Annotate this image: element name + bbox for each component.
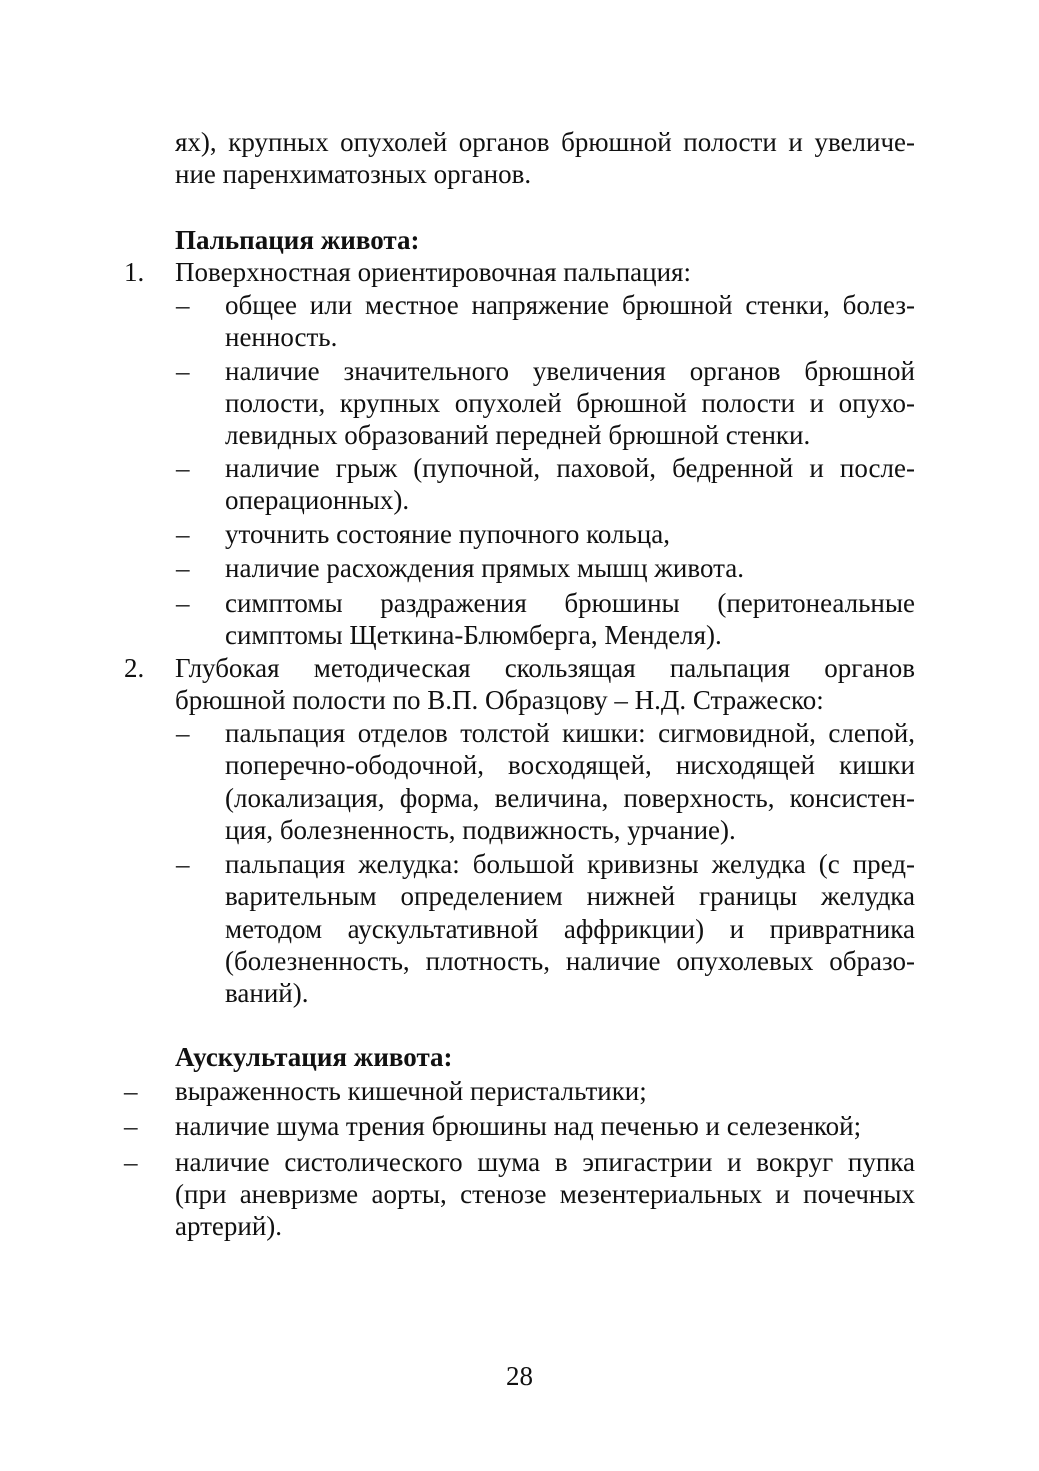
sub-item-line: наличие грыж (пупочной, паховой, бедренной и после- — [225, 453, 915, 483]
auscultation-item-line: наличие шума трения брюшины над печенью и селезенкой; — [175, 1111, 862, 1141]
sub-item-line: варительным определением нижней границы желудка — [225, 881, 915, 911]
dash-marker: – — [176, 718, 190, 748]
auscultation-item-line: выраженность кишечной перистальтики; — [175, 1076, 647, 1106]
sub-item-line: пальпация отделов толстой кишки: сигмовидной, слепой, — [225, 718, 915, 748]
sub-item-line: пальпация желудка: большой кривизны желудка (с пред- — [225, 849, 915, 879]
sub-item-line: (локализация, форма, величина, поверхность, консистен- — [225, 783, 915, 813]
list-item-1-title: Поверхностная ориентировочная пальпация: — [175, 257, 691, 287]
sub-item-line: уточнить состояние пупочного кольца, — [225, 519, 670, 549]
page-number: 28 — [506, 1361, 533, 1391]
list-item-2-title-line: Глубокая методическая скользящая пальпация органов — [175, 653, 915, 683]
dash-marker: – — [124, 1147, 138, 1177]
sub-item-line: общее или местное напряжение брюшной стенки, болез- — [225, 290, 915, 320]
sub-item-line: симптомы Щеткина-Блюмберга, Менделя). — [225, 620, 722, 650]
dash-marker: – — [176, 849, 190, 879]
list-number-2: 2. — [124, 653, 145, 683]
dash-marker: – — [176, 290, 190, 320]
sub-item-line: симптомы раздражения брюшины (перитонеальные — [225, 588, 915, 618]
dash-marker: – — [176, 588, 190, 618]
sub-item-line: наличие расхождения прямых мышц живота. — [225, 553, 744, 583]
sub-item-line: левидных образований передней брюшной стенки. — [225, 420, 811, 450]
sub-item-line: наличие значительного увеличения органов брюшной — [225, 356, 915, 386]
list-item-2-title-line: брюшной полости по В.П. Образцову – Н.Д. Стражеско: — [175, 685, 824, 715]
sub-item-line: ция, болезненность, подвижность, урчание). — [225, 815, 736, 845]
sub-item-line: поперечно-ободочной, восходящей, нисходящей кишки — [225, 750, 915, 780]
dash-marker: – — [124, 1111, 138, 1141]
sub-item-line: методом аускультативной аффрикции) и привратника — [225, 914, 915, 944]
palpation-heading: Пальпация живота: — [175, 225, 420, 255]
list-number-1: 1. — [124, 257, 145, 287]
auscultation-item-line: (при аневризме аорты, стенозе мезентериальных и почечных — [175, 1179, 915, 1209]
sub-item-line: ваний). — [225, 978, 309, 1008]
auscultation-item-line: наличие систолического шума в эпигастрии и вокруг пупка — [175, 1147, 915, 1177]
dash-marker: – — [176, 356, 190, 386]
auscultation-item-line: артерий). — [175, 1211, 283, 1241]
sub-item-line: полости, крупных опухолей брюшной полости и опухо- — [225, 388, 915, 418]
intro-line-1: ях), крупных опухолей органов брюшной полости и увеличе- — [175, 127, 915, 157]
dash-marker: – — [176, 453, 190, 483]
sub-item-line: ненность. — [225, 322, 338, 352]
intro-line-2: ние паренхиматозных органов. — [175, 159, 532, 189]
dash-marker: – — [176, 553, 190, 583]
dash-marker: – — [176, 519, 190, 549]
auscultation-heading: Аускультация живота: — [175, 1042, 453, 1072]
sub-item-line: операционных). — [225, 485, 410, 515]
dash-marker: – — [124, 1076, 138, 1106]
sub-item-line: (болезненность, плотность, наличие опухолевых образо- — [225, 946, 915, 976]
